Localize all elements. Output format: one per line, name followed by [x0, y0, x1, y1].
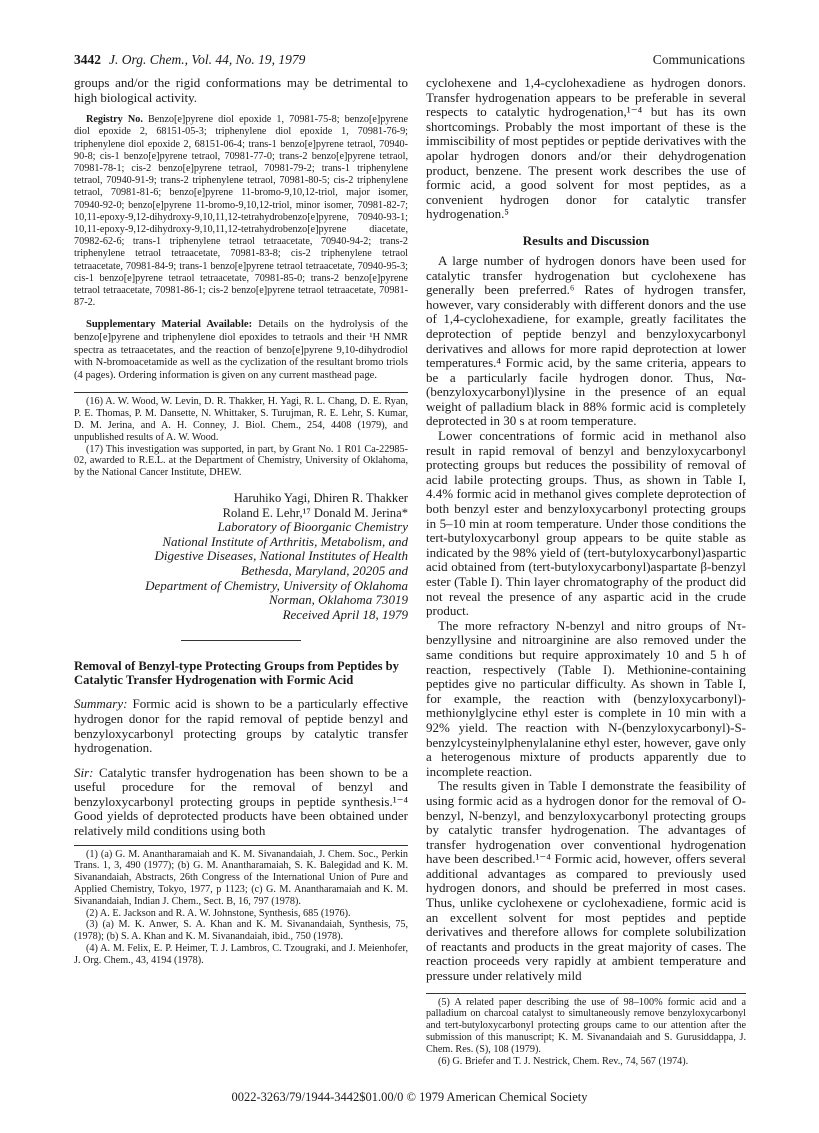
registry-label: Registry No.: [86, 114, 143, 126]
authors-line-2: Roland E. Lehr,¹⁷ Donald M. Jerina*: [222, 505, 408, 520]
affiliation-4: Bethesda, Maryland, 20205 and: [240, 562, 408, 578]
right-column: [426, 76, 746, 1067]
affiliation-3: Digestive Diseases, National Institutes of Health: [154, 548, 408, 564]
affiliation-5: Department of Chemistry, University of Oklahoma: [145, 577, 408, 593]
sir-label: Sir:: [74, 764, 94, 780]
section-heading: Results and Discussion: [522, 232, 650, 248]
supplementary-material: [74, 319, 408, 382]
article-separator: [181, 640, 301, 641]
left-column: [74, 76, 408, 967]
results-paragraph-3: The more refractory N-benzyl and nitro groups of Nτ-benzyllysine and nitroarginine are also removed under the same conditions but require approximately 10 and 5 h of reaction, respectively (Table I). Methionine-containing peptides give no particular difficulty. As shown in Table I, for example, the reaction with (benzyloxycarbonyl)-methionylglycine ethyl ester is complete in 10 min with a 92% yield. The reaction with N-(benzyloxycarbonyl)-S-benzylcysteinylphenylalanine ethyl ester, however, gave only a heterogenous mixture of products apparently due to incomplete reaction.: [426, 617, 746, 779]
footnote-3: (3) (a) M. K. Anwer, S. A. Khan and K. M. Sivanandaiah, Synthesis, 75, (1978); (b) S. A. Khan and K. M. Sivanandaiah, ibid., 750 (1978).: [74, 919, 408, 943]
summary-paragraph: [74, 697, 408, 755]
running-header: [74, 52, 745, 72]
footnote-divider: [74, 392, 408, 393]
footnote-divider-bottom: [74, 845, 408, 846]
authors-line-1: Haruhiko Yagi, Dhiren R. Thakker: [233, 490, 408, 505]
continued-paragraph: groups and/or the rigid conformations may be detrimental to high biological activity.: [74, 75, 408, 105]
footnote-6: (6) G. Briefer and T. J. Nestrick, Chem. Rev., 74, 567 (1974).: [438, 1055, 689, 1067]
page-number: 3442: [74, 52, 101, 67]
results-paragraph-1: A large number of hydrogen donors have been used for catalytic transfer hydrogenation but cyclohexene has generally been preferred.⁶ Rates of hydrogen transfer, however, vary considerably with different donors and the use of 1,4-cyclohexadiene, for example, greatly facilitates the deprotection of peptide benzyl and benzyloxycarbonyl derivatives and allows for more rapid deprotection at lower temperatures.⁴ Formic acid, by the same criteria, appears to be a particularly facile hydrogen donor. Thus, Nα-(benzyloxycarbonyl)lysine in the presence of an equal weight of palladium black in 88% formic acid is completely deprotected in 30 s at room temperature.: [426, 252, 746, 429]
footnote-2: (2) A. E. Jackson and R. A. W. Johnstone, Synthesis, 685 (1976).: [86, 907, 351, 919]
registry-text: Benzo[e]pyrene diol epoxide 1, 70981-75-8; benzo[e]pyrene diol epoxide 2, 68151-05-3; triphenylene diol epoxide 1, 70981-76-9; triphenylene diol epoxide 2, 68151-06-4; trans-1 benzo[e]pyrene tetraol, 70940-90-8; cis-1 benzo[e]pyrene tetraol, 70981-77-0; trans-2 benzo[e]pyrene tetraol, 70981-78-1; cis-2 benzo[e]pyrene tetraol, 70981-79-2; trans-1 triphenylene tetraol, 70940-91-9; trans-2 triphenylene tetraol, 70981-80-5; cis-2 triphenylene tetraol, 70981-81-6; benzo[e]pyrene 11-bromo-9,10,12-triol, major isomer, 70940-92-0; benzo[e]pyrene 11-bromo-9,10,12-triol, minor isomer, 70981-82-7; 10,11-epoxy-9,12-dihydroxy-9,10,11,12-tetrahydrobenzo[e]pyrene, 70940-93-1; 10,11-epoxy-9,12-dihydroxy-9,10,11,12-tetrahydrobenzo[e]pyrene diacetate, 70982-62-6; trans-1 triphenylene tetraol tetraacetate, 70940-94-2; trans-2 triphenylene tetraol tetraacetate, 70981-83-8; cis-2 triphenylene tetraol tetraacetate, 70981-84-9; trans-1 benzo[e]pyrene tetraol tetraacetate, 70940-95-3; cis-1 benzo[e]pyrene tetraol tetraacetate, 70981-85-0; trans-2 benzo[e]pyrene tetraol tetraacetate, 70981-86-1; cis-2 benzo[e]pyrene tetraol tetraacetate, 70981-87-2.: [74, 114, 408, 309]
footnote-17: (17) This investigation was supported, in part, by Grant No. 1 R01 Ca-22985-02, awarded to R.E.L. at the Department of Chemistry, University of Oklahoma, by the National Cancer Institute, DHEW.: [74, 443, 408, 479]
footnote-1: (1) (a) G. M. Anantharamaiah and K. M. Sivanandaiah, J. Chem. Soc., Perkin Trans. 1, 3, 490 (1977); (b) G. M. Anantharamaiah, S. K. Balegidad and K. M. Sivanandaiah, Abstracts, 26th Congress of the International Union of Pure and Applied Chemistry, Tokyo, 1977, p 1123; (c) G. M. Anantharamaiah and K. M. Sivanandaiah, Indian J. Chem., Sect. B, 16, 797 (1978).: [74, 848, 408, 907]
section-label: Communications: [652, 52, 745, 67]
registry-numbers: [74, 114, 408, 309]
affiliation-6: Norman, Oklahoma 73019: [268, 592, 408, 608]
summary-label: Summary:: [74, 696, 128, 712]
supplementary-text: Details on the hydrolysis of the benzo[e]pyrene and triphenylene diol epoxides to tetraols and their ¹H NMR spectra as tetraacetates, and the reaction of benzo[e]pyrene 9,10-dihydrodiol with N-bromoacetamide as well as the cyclization of the resultant bromo triols (4 pages). Ordering information is given on any current masthead page.: [74, 319, 408, 381]
footnote-4: (4) A. M. Felix, E. P. Heimer, T. J. Lambros, C. Tzougraki, and J. Meienhofer, J. Org. Chem., 43, 4194 (1978).: [74, 943, 408, 966]
footnote-divider-right: [426, 993, 746, 994]
affiliation-1: Laboratory of Bioorganic Chemistry: [217, 519, 408, 535]
received-date: Received April 18, 1979: [282, 606, 408, 622]
copyright-footer: 0022-3263/79/1944-3442$01.00/0 © 1979 American Chemical Society: [231, 1090, 588, 1104]
journal-citation: J. Org. Chem., Vol. 44, No. 19, 1979: [109, 52, 306, 67]
sir-paragraph: [74, 766, 408, 839]
results-paragraph-2: Lower concentrations of formic acid in methanol also result in rapid removal of benzyl and benzyloxycarbonyl protecting groups but reduces the possibility of removal of acid labile protecting groups. Thus, as shown in Table I, 4.4% formic acid in methanol gives complete deprotection of both benzyl ester and benzyloxycarbonyl protecting groups in 5–10 min at room temperature. Under those conditions the tert-butyloxycarbonyl group appears to be quite stable as indicated by the 98% yield of (tert-butyloxycarbonyl)aspartic acid obtained from (tert-butyloxycarbonyl)aspartate β-benzyl ester (Table I). Thin layer chromatography of the product did not reveal the presence of any aspartic acid in the crude product.: [426, 428, 746, 619]
footnote-16: (16) A. W. Wood, W. Levin, D. R. Thakker, H. Yagi, R. L. Chang, D. E. Ryan, P. E. Thomas, P. M. Dansette, N. Whittaker, S. Turujman, R. E. Lehr, S. Kumar, D. M. Jerina, and A. H. Conney, J. Biol. Chem., 254, 4408 (1979), and unpublished results of A. W. Wood.: [74, 396, 408, 443]
summary-text: Formic acid is shown to be a particularly effective hydrogen donor for the rapid removal of peptide benzyl and benzyloxycarbonyl protecting groups by catalytic transfer hydrogenation.: [74, 696, 409, 756]
article-title: Removal of Benzyl-type Protecting Groups from Peptides by Catalytic Transfer Hydrogenation with Formic Acid: [74, 659, 399, 688]
intro-paragraph: cyclohexene and 1,4-cyclohexadiene as hydrogen donors. Transfer hydrogenation appears to be preferable in several respects to catalytic hydrogenation,¹⁻⁴ but has its own shortcomings. Probably the most important of these is the immiscibility of most peptides or peptide derivatives with the apolar hydrogen donors and/or their dehydrogenation product, benzene. The present work describes the use of formic acid, a good solvent for most peptides, as a convenient hydrogen donor for catalytic transfer hydrogenation.⁵: [426, 75, 746, 222]
sir-text: Catalytic transfer hydrogenation has been shown to be a useful procedure for the removal of benzyl and benzyloxycarbonyl protecting groups in peptide synthesis.¹⁻⁴ Good yields of deprotected products have been obtained under relatively mild conditions using both: [74, 764, 409, 839]
results-paragraph-4: The results given in Table I demonstrate the feasibility of using formic acid as a hydrogen donor for the removal of O-benzyl, N-benzyl, and benzyloxycarbonyl protecting groups by catalytic transfer hydrogenation. The advantages of transfer hydrogenation over conventional hydrogenation have been described.¹⁻⁴ Formic acid, however, offers several additional advantages as compared to previously used hydrogen donors, and should be preferred in most cases. Thus, unlike cyclohexene or cyclohexadiene, formic acid is an excellent solvent for most peptides and peptide derivatives and therefore allows for complete solubilization of reactants and products in the great majority of cases. The reaction proceeds very rapidly at ambient temperature and pressure under relatively mild: [426, 778, 746, 984]
affiliation-2: National Institute of Arthritis, Metabolism, and: [162, 533, 408, 549]
author-block: [74, 491, 408, 622]
supplementary-label: Supplementary Material Available:: [86, 319, 253, 331]
footnote-5: (5) A related paper describing the use of 98–100% formic acid and a palladium on charcoal catalyst to simultaneously remove benzyloxycarbonyl and tert-butyloxycarbonyl protecting groups came to our attention after the submission of this manuscript; K. M. Sivanandaiah and S. Gurusiddappa, J. Chem. Res. (S), 108 (1979).: [426, 996, 746, 1055]
